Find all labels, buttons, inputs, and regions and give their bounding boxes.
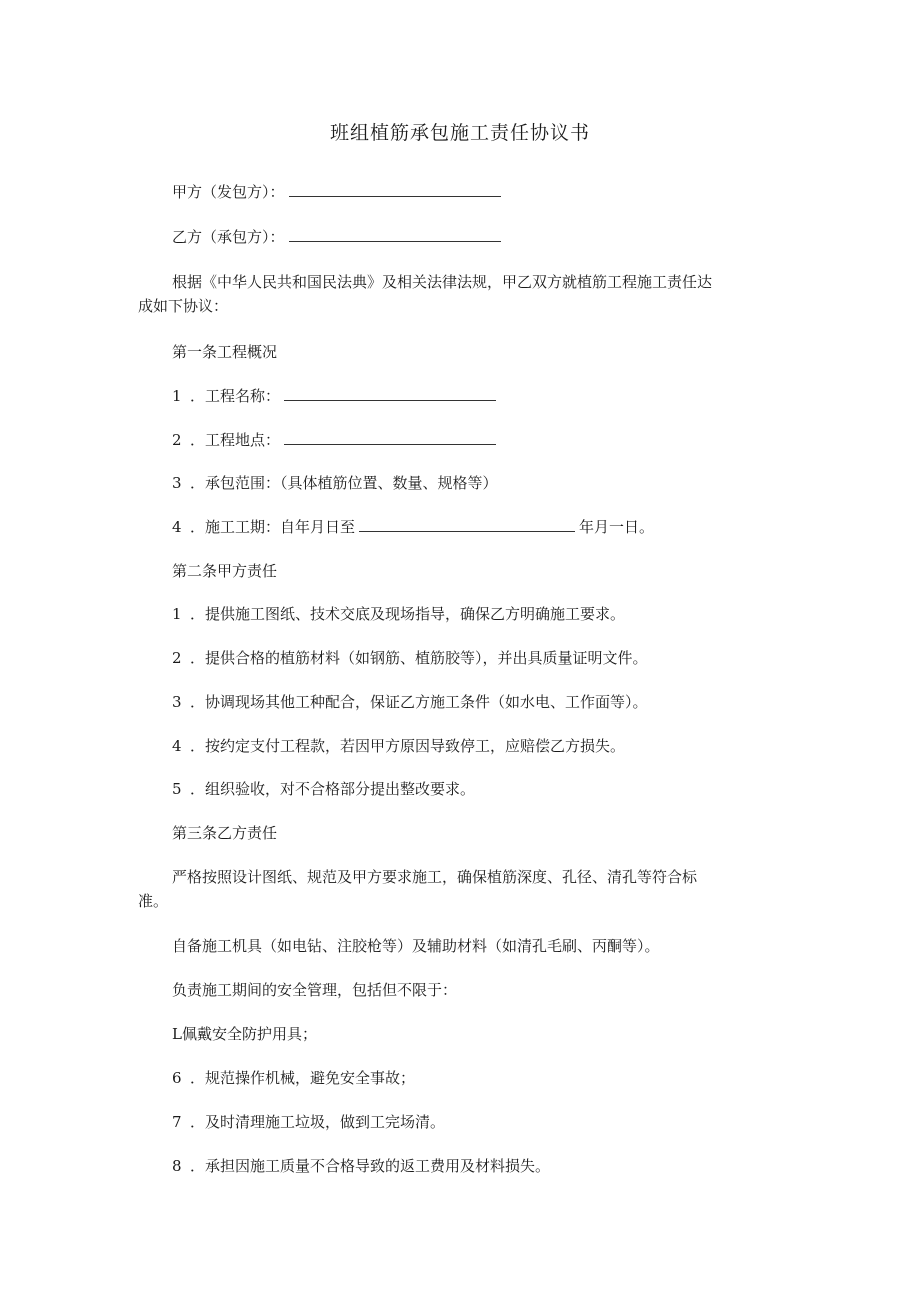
party-a-blank xyxy=(289,182,501,197)
project-location-blank xyxy=(284,430,496,445)
intro-line-1: 根据《中华人民共和国民法典》及相关法律法规，甲乙双方就植筋工程施工责任达 xyxy=(172,273,713,291)
item-number: 1 xyxy=(172,605,182,623)
item-text: ．提供合格的植筋材料（如钢筋、植筋胶等），并出具质量证明文件。 xyxy=(190,649,648,667)
item-text: ．承包范围：（具体植筋位置、数量、规格等） xyxy=(190,474,498,492)
document-title: 班组植筋承包施工责任协议书 xyxy=(329,122,590,144)
article-3-paragraph-2: 自备施工机具（如电钻、注胶枪等）及辅助材料（如清孔毛刷、丙酮等）。 xyxy=(172,937,660,955)
item-text: ．承担因施工质量不合格导致的返工费用及材料损失。 xyxy=(190,1157,551,1175)
article-3-paragraph-3: 负责施工期间的安全管理，包括但不限于： xyxy=(172,981,458,999)
article-3-item-8 xyxy=(172,1154,550,1178)
article-3-paragraph-1 xyxy=(138,865,792,913)
party-a-label: 甲方（发包方）： xyxy=(172,183,285,201)
article-2-item-3 xyxy=(172,690,648,714)
intro-paragraph xyxy=(138,270,792,318)
item-text: ．按约定支付工程款，若因甲方原因导致停工，应赔偿乙方损失。 xyxy=(190,737,626,755)
intro-line-2: 成如下协议： xyxy=(138,297,229,315)
article-1-heading: 第一条工程概况 xyxy=(172,343,278,361)
article-1-item-2 xyxy=(172,428,496,452)
item-number: 2 xyxy=(172,649,182,667)
item-number: 8 xyxy=(172,1157,182,1175)
article-1-item-4 xyxy=(172,515,654,539)
paragraph-line-1: 严格按照设计图纸、规范及甲方要求施工，确保植筋深度、孔径、清孔等符合标 xyxy=(172,868,698,886)
item-number: 3 xyxy=(172,474,182,492)
article-3-item-7 xyxy=(172,1110,445,1134)
construction-period-blank xyxy=(359,517,575,532)
party-b-blank xyxy=(289,227,501,242)
item-number: 4 xyxy=(172,518,182,536)
article-1-item-1 xyxy=(172,384,496,408)
article-3-item-6 xyxy=(172,1066,415,1090)
item-text: ．工程地点： xyxy=(190,431,281,449)
article-2-item-4 xyxy=(172,734,625,758)
item-text: ．组织验收，对不合格部分提出整改要求。 xyxy=(190,780,476,798)
item-number: 5 xyxy=(172,780,182,798)
item-text: ．工程名称： xyxy=(190,387,281,405)
item-number: 7 xyxy=(172,1113,182,1131)
article-2-item-1 xyxy=(172,602,625,626)
item-text: ．施工工期：自年月日至 xyxy=(190,518,356,536)
party-b-line xyxy=(172,225,501,249)
article-2-item-2 xyxy=(172,646,648,670)
item-number: 2 xyxy=(172,431,182,449)
item-text: ．协调现场其他工种配合，保证乙方施工条件（如水电、工作面等）。 xyxy=(190,693,648,711)
party-b-label: 乙方（承包方）： xyxy=(172,228,285,246)
item-suffix: 年月一日。 xyxy=(579,518,655,536)
project-name-blank xyxy=(284,386,496,401)
paragraph-line-2: 准。 xyxy=(138,892,169,910)
article-3-heading: 第三条乙方责任 xyxy=(172,824,278,842)
item-number: 6 xyxy=(172,1069,182,1087)
item-number: 4 xyxy=(172,737,182,755)
article-2-item-5 xyxy=(172,777,475,801)
item-number: 1 xyxy=(172,387,182,405)
party-a-line xyxy=(172,180,501,204)
item-text: ．规范操作机械，避免安全事故； xyxy=(190,1069,416,1087)
article-2-heading: 第二条甲方责任 xyxy=(172,562,278,580)
item-number: 3 xyxy=(172,693,182,711)
article-3-paragraph-4: L佩戴安全防护用具； xyxy=(172,1025,317,1043)
item-text: ．提供施工图纸、技术交底及现场指导，确保乙方明确施工要求。 xyxy=(190,605,626,623)
article-1-item-3 xyxy=(172,471,498,495)
item-text: ．及时清理施工垃圾，做到工完场清。 xyxy=(190,1113,446,1131)
